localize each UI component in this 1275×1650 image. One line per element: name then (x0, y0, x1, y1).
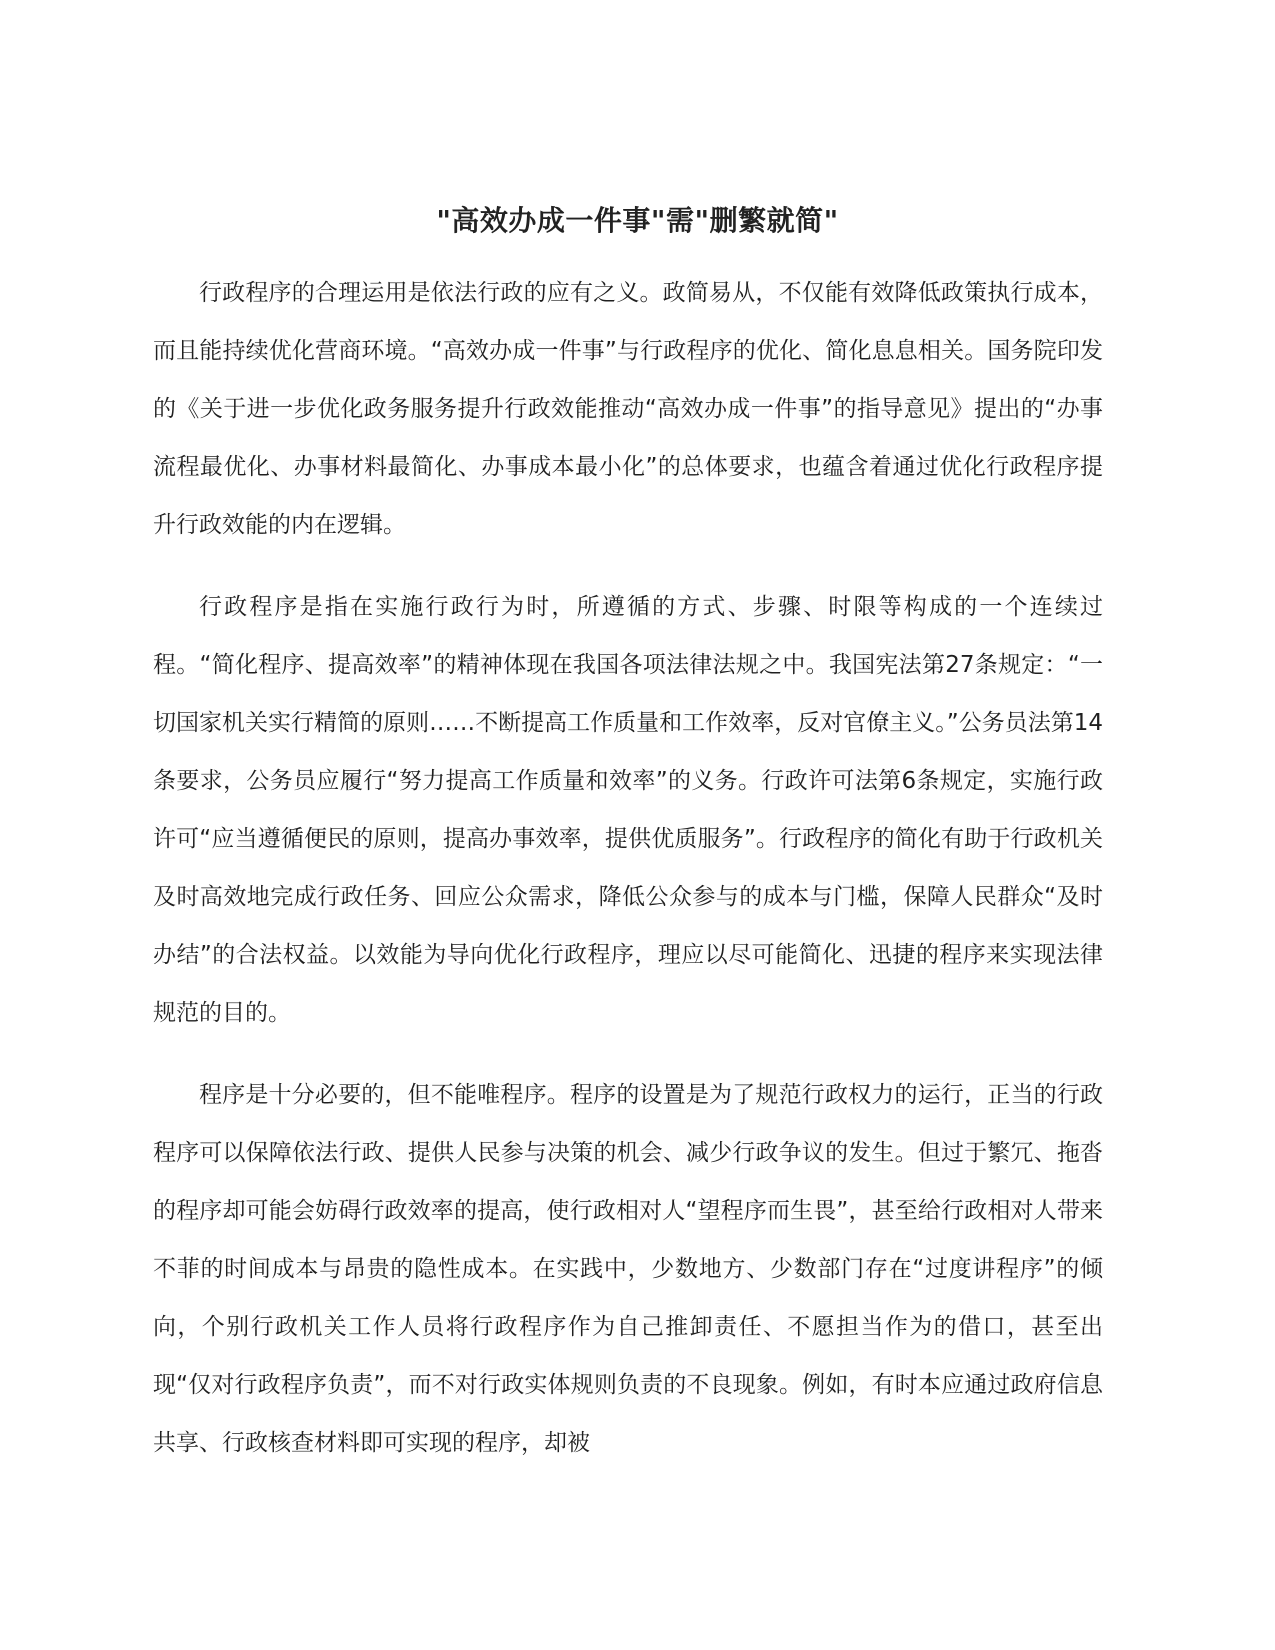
paragraph-2: 行政程序是指在实施行政行为时，所遵循的方式、步骤、时限等构成的一个连续过程。“简化程序、提高效率”的精神体现在我国各项法律法规之中。我国宪法第27条规定：“一切国家机关实行精简的原则……不断提高工作质量和工作效率，反对官僚主义。”公务员法第14条要求，公务员应履行“努力提高工作质量和效率”的义务。行政许可法第6条规定，实施行政许可“应当遵循便民的原则，提高办事效率，提供优质服务”。行政程序的简化有助于行政机关及时高效地完成行政任务、回应公众需求，降低公众参与的成本与门槛，保障人民群众“及时办结”的合法权益。以效能为导向优化行政程序，理应以尽可能简化、迅捷的程序来实现法律规范的目的。 (153, 594, 1103, 1026)
paragraph-1: 行政程序的合理运用是依法行政的应有之义。政简易从，不仅能有效降低政策执行成本，而且能持续优化营商环境。“高效办成一件事”与行政程序的优化、简化息息相关。国务院印发的《关于进一步优化政务服务提升行政效能推动“高效办成一件事”的指导意见》提出的“办事流程最优化、办事材料最简化、办事成本最小化”的总体要求，也蕴含着通过优化行政程序提升行政效能的内在逻辑。 (153, 280, 1103, 538)
paragraph-3: 程序是十分必要的，但不能唯程序。程序的设置是为了规范行政权力的运行，正当的行政程序可以保障依法行政、提供人民参与决策的机会、减少行政争议的发生。但过于繁冗、拖沓的程序却可能会妨碍行政效率的提高，使行政相对人“望程序而生畏”，甚至给行政相对人带来不菲的时间成本与昂贵的隐性成本。在实践中，少数地方、少数部门存在“过度讲程序”的倾向，个别行政机关工作人员将行政程序作为自己推卸责任、不愿担当作为的借口，甚至出现“仅对行政程序负责”，而不对行政实体规则负责的不良现象。例如，有时本应通过政府信息共享、行政核查材料即可实现的程序，却被 (153, 1082, 1103, 1456)
page-title: "高效办成一件事"需"删繁就简" (436, 203, 839, 237)
article-body (153, 264, 1103, 1496)
